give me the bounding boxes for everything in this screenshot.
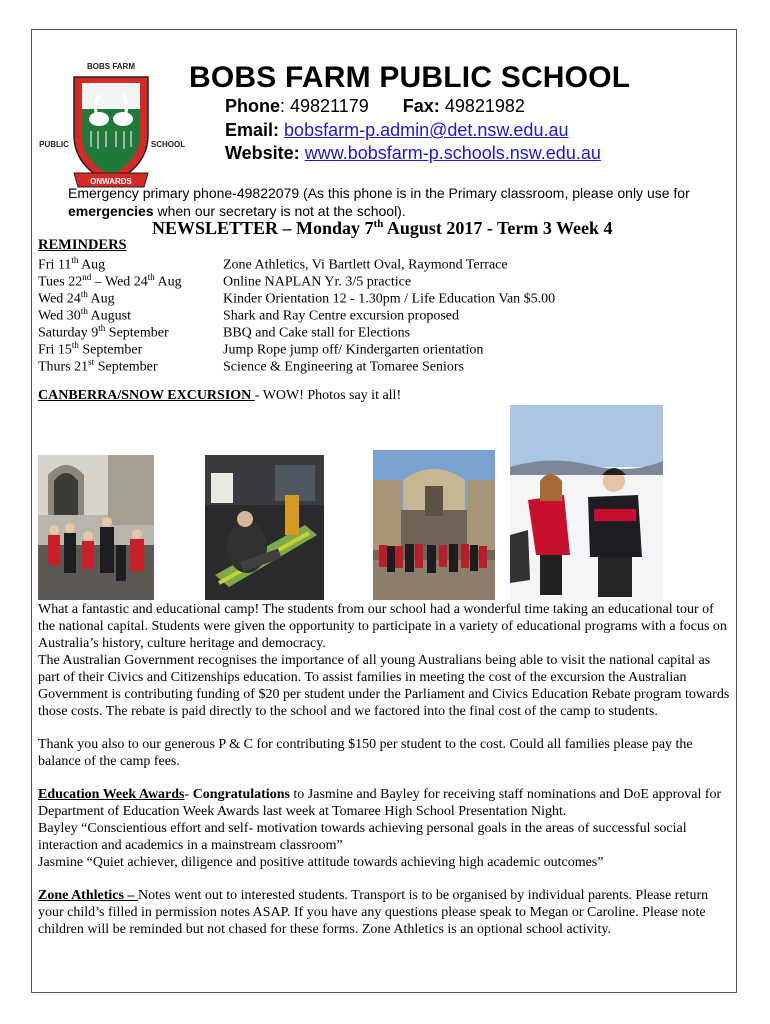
awards-heading: Education Week Awards <box>38 787 185 802</box>
zone-heading: Zone Athletics – <box>38 888 138 903</box>
photo-snow-students <box>510 405 663 600</box>
reminder-date: Fri 11th Aug <box>38 255 106 273</box>
crest-motto-text: ONWARDS <box>90 177 132 186</box>
canberra-intro: - WOW! Photos say it all! <box>254 388 402 403</box>
email-link[interactable]: bobsfarm-p.admin@det.nsw.edu.au <box>284 120 569 140</box>
canberra-paragraph-1: What a fantastic and educational camp! The students from our school had a wonderful time taking an educational tour of the national capital. Students were given the opportunity to participate in a variety of educational programs with a focus on Australia’s history, culture heritage and democracy. <box>38 602 727 651</box>
crest-right-text: SCHOOL <box>150 140 186 149</box>
awards-bayley: Bayley “Conscientious effort and self- motivation towards achieving personal goals in the areas of successful social interaction and academics in a mainstream classroom” <box>38 821 687 853</box>
reminder-date: Thurs 21st September <box>38 357 158 375</box>
emergency-notice: Emergency primary phone-49822079 (As this phone is in the Primary classroom, please only use for emergencies when our secretary is not at the school). <box>68 185 690 219</box>
reminder-event: Zone Athletics, Vi Bartlett Oval, Raymond Terrace <box>223 257 508 273</box>
website-line <box>225 143 601 164</box>
reminder-row <box>38 357 464 376</box>
reminder-row <box>38 272 411 291</box>
reminder-row <box>38 340 483 359</box>
phone-number: : 49821179 <box>280 96 369 116</box>
reminders-heading: REMINDERS <box>38 237 127 253</box>
reminder-date: Wed 30th August <box>38 306 132 324</box>
reminder-event: Science & Engineering at Tomaree Seniors <box>223 359 464 375</box>
website-link[interactable]: www.bobsfarm-p.schools.nsw.edu.au <box>304 143 601 163</box>
awards-jasmine: Jasmine “Quiet achiever, diligence and positive attitude towards achieving high academic outcomes” <box>38 855 604 870</box>
reminder-event: Kinder Orientation 12 - 1.30pm / Life Education Van $5.00 <box>223 291 556 307</box>
awards-congrats: Congratulations <box>192 787 290 802</box>
phone-label: Phone <box>225 96 281 116</box>
awards-paragraph: Education Week Awards- Congratulations to Jasmine and Bayley for receiving staff nominations and DoE approval for Department of Education Week Awards last week at Tomaree High School Presentation Night. <box>38 787 722 819</box>
reminder-row <box>38 306 459 325</box>
newsletter-page <box>31 29 737 993</box>
reminder-event: BBQ and Cake stall for Elections <box>223 325 411 341</box>
canberra-heading-line <box>38 388 734 405</box>
reminder-event: Online NAPLAN Yr. 3/5 practice <box>223 274 412 290</box>
reminder-event: Jump Rope jump off/ Kindergarten orientation <box>223 342 484 358</box>
reminder-row <box>38 289 555 308</box>
photo-memorial-courtyard-group <box>373 450 495 600</box>
reminder-row <box>38 323 410 342</box>
emergency-emphasis: emergencies <box>68 203 154 219</box>
reminder-date: Fri 15th September <box>38 340 143 358</box>
canberra-heading: CANBERRA/SNOW EXCURSION <box>38 388 255 403</box>
canberra-paragraph-2: The Australian Government recognises the importance of all young Australians being able to visit the national capital as part of their Civics and Citizenships education. To assist families in meeting the cost of the excursion the Australian Government is contributing funding of $20 per student under the Parliament and Civics Education Rebate program towards those costs. The rebate is paid directly to the school and we factored into the final cost of the camp to students. <box>38 653 730 719</box>
photo-student-exhibit <box>205 455 324 600</box>
school-crest-logo <box>36 55 186 205</box>
crest-top-text: BOBS FARM <box>87 62 135 71</box>
email-line <box>225 120 568 141</box>
fax-label: Fax: <box>402 96 440 116</box>
crest-left-text: PUBLIC <box>39 140 69 149</box>
zone-paragraph: Zone Athletics – Notes went out to interested students. Transport is to be organised by individual parents. Please return your child’s filled in permission notes ASAP. If you have any questions please speak to Megan or Caroline. Please note children will be reminded but not chased for these forms. Zone Athletics is an optional school activity. <box>38 888 709 937</box>
school-title: BOBS FARM PUBLIC SCHOOL <box>189 61 631 94</box>
website-label: Website: <box>225 143 300 163</box>
phone-fax-line <box>225 96 525 117</box>
reminder-row <box>38 255 508 274</box>
canberra-paragraph-3: Thank you also to our generous P & C for contributing $150 per student to the cost. Could all families please pay the balance of the camp fees. <box>38 737 693 769</box>
reminder-date: Wed 24th Aug <box>38 289 115 307</box>
fax-number: 49821982 <box>444 96 525 116</box>
reminder-date: Tues 22nd – Wed 24th Aug <box>38 272 182 290</box>
email-label: Email: <box>225 120 280 140</box>
photo-war-memorial-group <box>38 455 154 600</box>
newsletter-title: NEWSLETTER – Monday 7th August 2017 - Term 3 Week 4 <box>152 218 613 238</box>
reminder-date: Saturday 9th September <box>38 323 169 341</box>
reminder-event: Shark and Ray Centre excursion proposed <box>223 308 459 324</box>
